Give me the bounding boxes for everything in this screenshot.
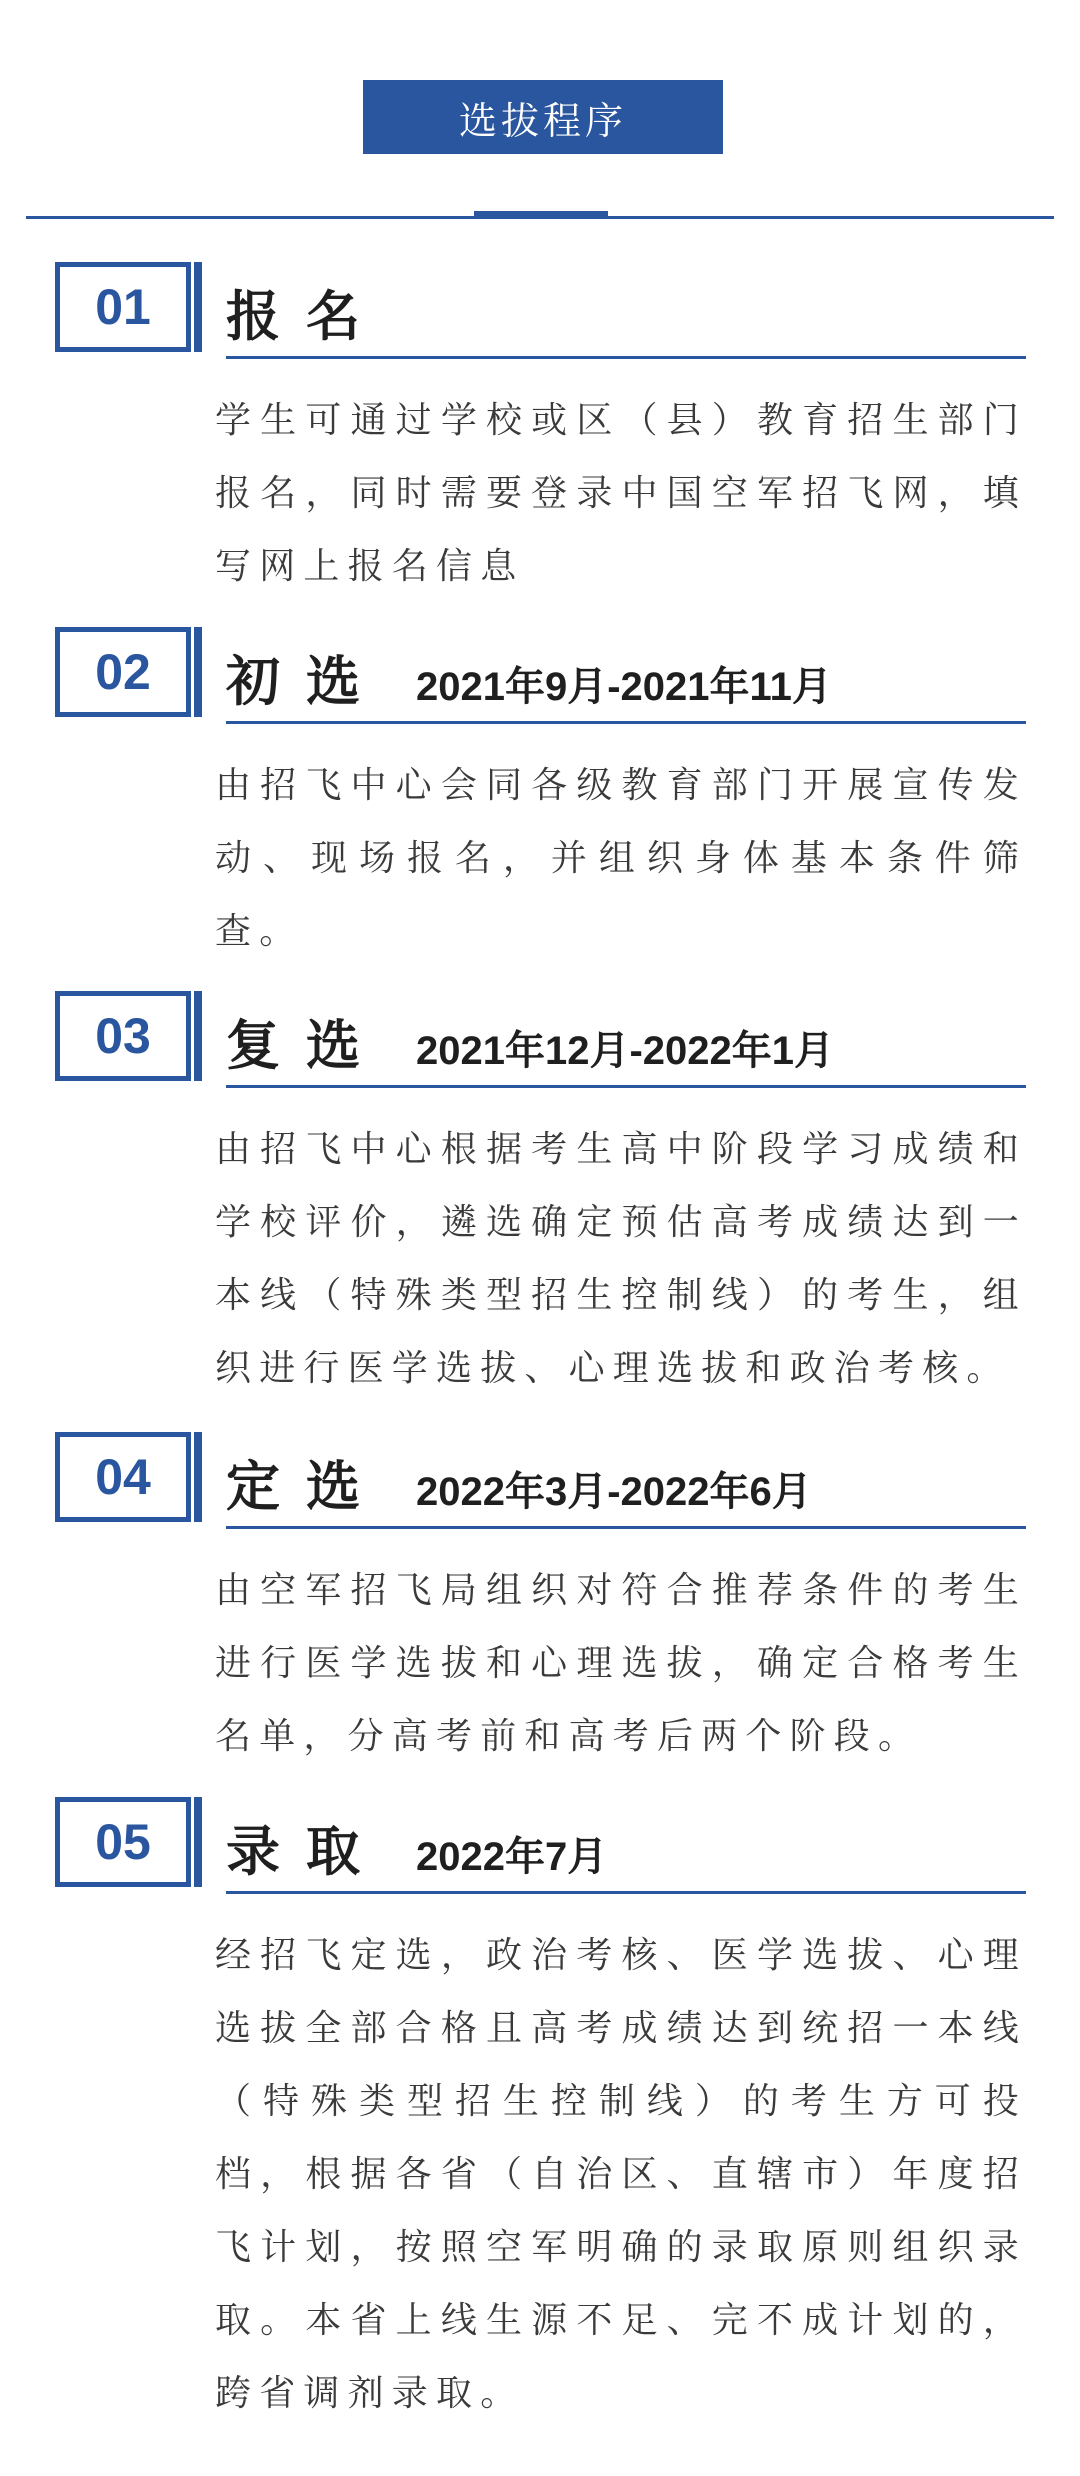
step-title: 复选 (226, 1014, 386, 1077)
step-number: 04 (95, 1449, 151, 1505)
step-title: 录取 (226, 1820, 386, 1883)
step-number-box (55, 1432, 191, 1522)
step-date: 2021年9月-2021年11月 (416, 665, 832, 709)
step-number-box (55, 627, 191, 717)
step-title: 初选 (226, 650, 386, 713)
step-number: 02 (95, 644, 151, 700)
step-title-row (226, 1809, 607, 1886)
step-title: 定选 (226, 1455, 386, 1518)
step-description: 由招飞中心会同各级教育部门开展宣传发动、现场报名，并组织身体基本条件筛查。 (215, 765, 1027, 952)
step-description: 经招飞定选，政治考核、医学选拔、心理选拔全部合格且高考成绩达到统招一本线（特殊类型招生控制线）的考生方可投档，根据各省（自治区、直辖市）年度招飞计划，按照空军明确的录取原则组织录取。本省上线生源不足、完不成计划的，跨省调剂录取。 (215, 1935, 1027, 2414)
step-number: 03 (95, 1008, 151, 1064)
step-divider (226, 1526, 1026, 1529)
header-divider-accent (474, 211, 608, 219)
step-divider (226, 721, 1026, 724)
step-number: 01 (95, 279, 151, 335)
step-divider (226, 1085, 1026, 1088)
step-date: 2022年7月 (416, 1835, 608, 1879)
step-title-row (226, 1003, 834, 1080)
step-description: 由招飞中心根据考生高中阶段学习成绩和学校评价，遴选确定预估高考成绩达到一本线（特殊类型招生控制线）的考生，组织进行医学选拔、心理选拔和政治考核。 (215, 1129, 1027, 1389)
step-title-row (226, 274, 416, 351)
step-title: 报名 (226, 285, 386, 348)
step-description: 学生可通过学校或区（县）教育招生部门报名，同时需要登录中国空军招飞网，填写网上报名信息 (215, 400, 1027, 587)
section-title-banner (363, 80, 723, 154)
step-number: 05 (95, 1814, 151, 1870)
step-divider (226, 356, 1026, 359)
step-number-box (55, 1797, 191, 1887)
step-date: 2021年12月-2022年1月 (416, 1029, 835, 1073)
step-number-box (55, 991, 191, 1081)
step-title-row (226, 1444, 812, 1521)
step-number-box (55, 262, 191, 352)
step-date: 2022年3月-2022年6月 (416, 1470, 812, 1514)
section-title: 选拔程序 (458, 98, 627, 143)
step-description: 由空军招飞局组织对符合推荐条件的考生进行医学选拔和心理选拔，确定合格考生名单，分高考前和高考后两个阶段。 (215, 1570, 1027, 1757)
step-divider (226, 1891, 1026, 1894)
step-title-row (226, 639, 832, 716)
